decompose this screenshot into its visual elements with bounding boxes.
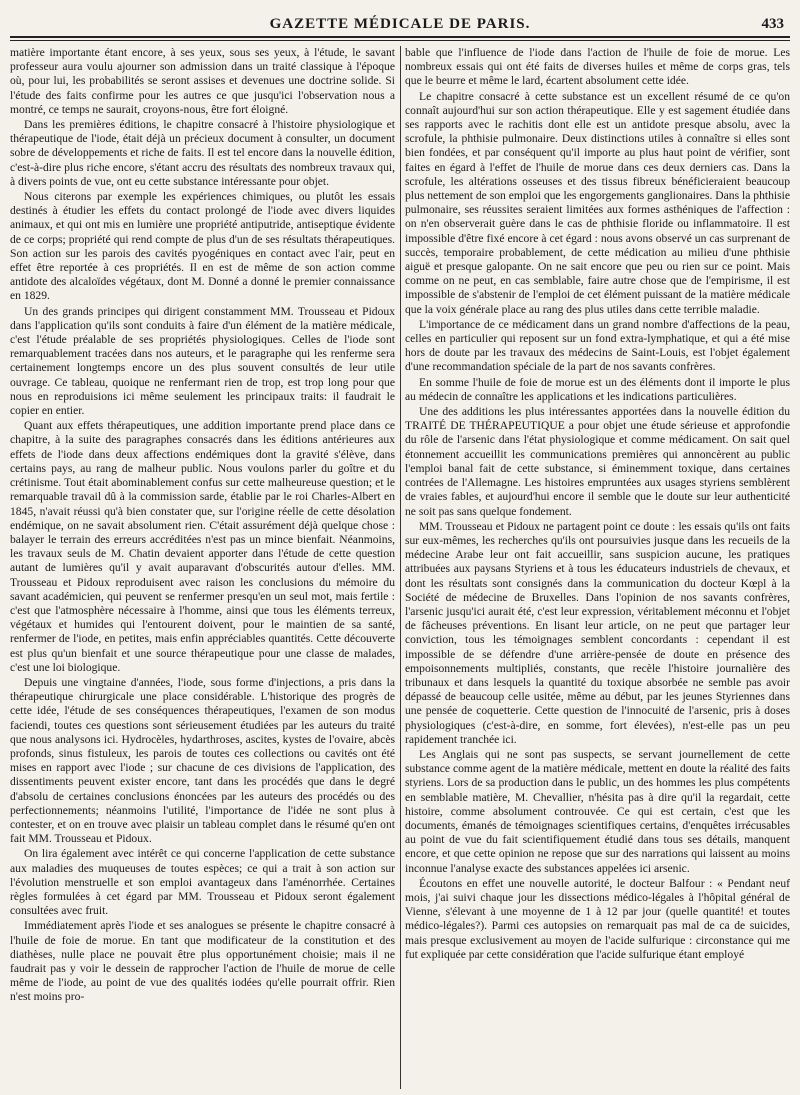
paragraph: Le chapitre consacré à cette substance est un excellent résumé de ce qu'on connaît aujourd'hui sur son action thérapeutique. Elle y est sagement étudiée dans ses rapports avec le rachitis dont elle est un antidote presque absolu, avec la scrofule, la phthisie pulmonaire. Deux distinctions utiles à connaître si elles sont bien fondées, et par conséquent qu'il importe au plus haut point de vérifier, sont faites en égard à l'effet de l'huile de morue dans ces deux derniers cas. Dans la scrofule, les altérations osseuses et des tissus fibreux bénéficieraient beaucoup plus nettement de son emploi que les engorgements ganglionaires. Dans la phthisie pulmonaire, ses réussites seraient limitées aux formes asthéniques de l'affection : on n'en observerait guère dans le cas de phthisie floride ou inflammatoire. Il est impossible d'être fixé encore à cet égard : nous avons observé un cas surprenant de succès, temporaire probablement, de cette médication au milieu d'une phthisie aiguë et presque galopante. On ne sait encore que peu ou rien sur ce point. Mais comme on ne peut, en cas semblable, faire autre chose que de l'empirisme, il est impossible de s'abstenir de l'emploi de cet élément puissant de la matière médicale que la voix générale place au rang des plus utiles dans cette terrible maladie.: [405, 89, 790, 316]
right-column: [405, 46, 790, 1089]
paragraph: matière importante étant encore, à ses yeux, sous ses yeux, à l'étude, le savant professeur aura voulu ajourner son admission dans un traité classique à l'époque où, pour lui, les probabilités se seront assises et devenues une doctrine solide. Si l'étude des faits confirme pour les autres ce que jusqu'ici l'observation nous a montré, ce temps ne saurait, croyons-nous, être fort éloigné.: [10, 46, 395, 116]
page-number: 433: [761, 16, 784, 32]
paragraph: Dans les premières éditions, le chapitre consacré à l'histoire physiologique et thérapeutique de l'iode, était déjà un précieux document à consulter, un document sobre de développements et riche de faits. Il est tel encore dans la nouvelle édition, c'est-à-dire plus riche encore, s'étant accru des résultats des nombreux travaux qui, à divers points de vue, ont eu cette substance intéressante pour objet.: [10, 118, 395, 188]
paragraph: Les Anglais qui ne sont pas suspects, se servant journellement de cette substance comme agent de la matière médicale, mettent en doute la réalité des faits styriens. Lors de sa production dans le public, un des hommes les plus compétents en semblable matière, M. Chevallier, n'hésita pas à dire qu'il la regardait, cette histoire, comme absolument controuvée. Ce qui est certain, c'est que les documents, émanés de témoignages scientifiques certains, d'enquêtes irrécusables au point de vue du fait scientifiquement étudié dans tous ses détails, manquent encore, et que cette opinion ne repose que sur des narrations qui laissent au moins inconnue l'analyse exacte des substances appelées ici arsenic.: [405, 747, 790, 875]
header-rule: [10, 40, 790, 41]
paragraph: Nous citerons par exemple les expériences chimiques, ou plutôt les essais destinés à étudier les effets du contact prolongé de l'iode avec divers liquides animaux, et qui ont mis en lumière une propriété antiputride, antiseptique évidente de ce corps; propriété qui rend compte de plus d'un de ses résultats thérapeutiques. Son action sur les parois des cavités pyogéniques en contact avec l'air, peut en effet être reportée à ces propriétés. Il en est de même de son action comme antidote des alcaloïdes végétaux, dont M. Donné a donné le premier connaissance en 1829.: [10, 190, 395, 303]
paragraph: Immédiatement après l'iode et ses analogues se présente le chapitre consacré à l'huile de foie de morue. En tant que modificateur de la constitution et des diathèses, nulle place ne pouvait être plus opportunément choisie; mais il ne faudrait pas y voir le dessein de rapprocher l'action de l'huile de morue de celle même de l'iode, au point de vue des qualités iodées qu'elle pourrait offrir. Rien n'est moins pro-: [10, 919, 395, 1004]
paragraph: MM. Trousseau et Pidoux ne partagent point ce doute : les essais qu'ils ont faits sur eux-mêmes, les recherches qu'ils ont poursuivies jusque dans les recueils de la médecine Arabe leur ont fait accueillir, sans suspicion aucune, les pratiques attribuées aux paysans Styriens et à tous les éducateurs industriels de chevaux, et dont les résultats sont consignés dans la communication du docteur Kœpl à la Société de médecine de Bruxelles. Dans l'opinion de nos savants confrères, l'arsenic jusqu'ici aurait été, c'est leur expression, véritablement méconnu et l'objet de fâcheuses préventions. En lisant leur article, on ne peut que partager leur conviction, tous les témoignages semblent concordants : cependant il est impossible de se défendre d'une arrière-pensée de doute en présence des empoisonnements multipliés, constants, que recèle l'histoire journalière des tribunaux et dans lesquels la quantité du toxique absorbée ne semble pas avoir dépassé de beaucoup celle usitée, même au début, par les jeunes Styriennes dans une pensée de coquetterie. Cette question de l'innocuité de l'arsenic, pris à doses physiologiques (c'est-à-dire, en somme, fort élevées), n'est-elle pas un peu rapidement tranchée ici.: [405, 519, 790, 746]
paragraph: En somme l'huile de foie de morue est un des éléments dont il importe le plus au médecin de connaître les applications et les indications particulières.: [405, 375, 790, 403]
paragraph: Depuis une vingtaine d'années, l'iode, sous forme d'injections, a pris dans la thérapeutique chirurgicale une place considérable. L'historique des progrès de cette idée, l'étude de ses conséquences thérapeutiques, l'examen de son modus faciendi, toutes ces questions sont sérieusement étudiées par les auteurs du traité que nous analysons ici. Hydrocèles, hydarthroses, ascites, kystes de l'ovaire, abcès profonds, sinus fistuleux, les parois de toutes ces collections ou cavités ont été mises en rapport avec l'iode ; sur chacune de ces divisions de l'application, des dissentiments peuvent exister encore, tant dans les procédés que dans le degré d'absolu de certaines conclusions énoncées par les auteurs des procédés ou des perfectionnements; néanmoins l'utilité, l'importance de l'idée ne sont plus à contester, et on en trouve avec plaisir un tableau complet dans le résumé qu'en ont fait MM. Trousseau et Pidoux.: [10, 675, 395, 846]
paragraph: bable que l'influence de l'iode dans l'action de l'huile de foie de morue. Les nombreux essais qui ont été faits de diverses huiles et même de corps gras, tels que le beurre et même le lard, écartent absolument cette idée.: [405, 46, 790, 88]
column-divider: [400, 46, 401, 1089]
paragraph: Une des additions les plus intéressantes apportées dans la nouvelle édition du TRAITÉ DE THÉRAPEUTIQUE a pour objet une étude sérieuse et approfondie du rôle de l'arsenic dans l'état physiologique et comme médicament. On sait quel étonnement accueillit les communications premières qui annoncèrent au public l'emploi banal fait de cette substance, si éminemment toxique, dans certaines contrées de l'Allemagne. Les histoires empruntées aux usages styriens semblèrent de vraies fables, et aujourd'hui encore il semble que le doute sur leur authenticité ne soit pas sans quelque fondement.: [405, 405, 790, 518]
left-column: [10, 46, 395, 1089]
paragraph: On lira également avec intérêt ce qui concerne l'application de cette substance aux maladies des muqueuses de toutes espèces; ce qui a trait à son action sur l'évolution menstruelle et son emploi avantageux dans l'aménorrhée. Certaines règles formulées à cet égard par MM. Trousseau et Pidoux seront également consultées avec fruit.: [10, 847, 395, 918]
paragraph: Quant aux effets thérapeutiques, une addition importante prend place dans ce chapitre, à la suite des paragraphes consacrés dans les éditions antérieures aux effets de l'iode dans deux affections endémiques dont la gravité s'élève, dans certains pays, au rang de malheur public. Nous voulons parler du goître et du crétinisme. Tout était abominablement confus sur cette malheureuse question; et le remarquable travail dû à la commission sarde, établie par le roi Charles-Albert en 1845, n'avait réussi qu'à bien constater que, sur l'origine réelle de cette désolation endémique, on ne savait absolument rien. C'était assurément déjà quelque chose : balayer le terrain des erreurs accréditées n'est pas un mince bienfait. Néanmoins, les travaux seuls de M. Chatin devaient apporter dans l'étude de cette question autant de lumières qu'il y avait auparavant d'obscurités autour d'elles. MM. Trousseau et Pidoux reproduisent avec raison les conclusions du mémoire du savant académicien, qui peuvent se renfermer presqu'en un seul mot, mais fertile : c'est que l'atmosphère nécessaire à l'homme, ainsi que tous les éléments terreux, végétaux et humides qui l'entourent doivent, pour le maintien de sa santé, renfermer de l'iode, en petites, mais enfin appréciables quantités. Cette découverte est plus qu'un bienfait et une source thérapeutique pour une classe de malades, c'est une loi biologique.: [10, 419, 395, 674]
paragraph: Un des grands principes qui dirigent constamment MM. Trousseau et Pidoux dans l'application qu'ils sont conduits à faire d'un élément de la matière médicale, c'est l'étude préalable de ses propriétés physiologiques. Celles de l'iode sont remarquablement tracées dans nos auteurs, et le paragraphe qui les renferme sera certainement longtemps encore un des plus souvent consultés de leur utile ouvrage. Ce tableau, quoique ne renfermant rien de trop, est trop long pour que nous en reproduisions ici même seulement les principaux traits: il faudrait le copier en entier.: [10, 304, 395, 418]
paragraph: L'importance de ce médicament dans un grand nombre d'affections de la peau, celles en particulier qui reposent sur un fond extra-lymphatique, et qui a été mise hors de doute par les travaux des médecins de Saint-Louis, est l'objet également d'une recommandation spéciale de la part de nos savants confrères.: [405, 317, 790, 374]
journal-title: GAZETTE MÉDICALE DE PARIS.: [269, 16, 531, 32]
paragraph: Écoutons en effet une nouvelle autorité, le docteur Balfour : « Pendant neuf mois, j'ai suivi chaque jour les dissections médico-légales à l'hôpital général de Vienne, s'élevant à une moyenne de 1 à 12 par jour (quelle quantité! et toutes médico-légales?). Parmi ces autopsies on remarquait pas mal de ca de suicides, mais presque exclusivement au moyen de l'acide sulfurique : circonstance qui me fut expliquée par cette considération que l'acide sulfurique étant employé: [405, 876, 790, 961]
page-header: [10, 0, 790, 38]
text-columns: [10, 46, 790, 1089]
